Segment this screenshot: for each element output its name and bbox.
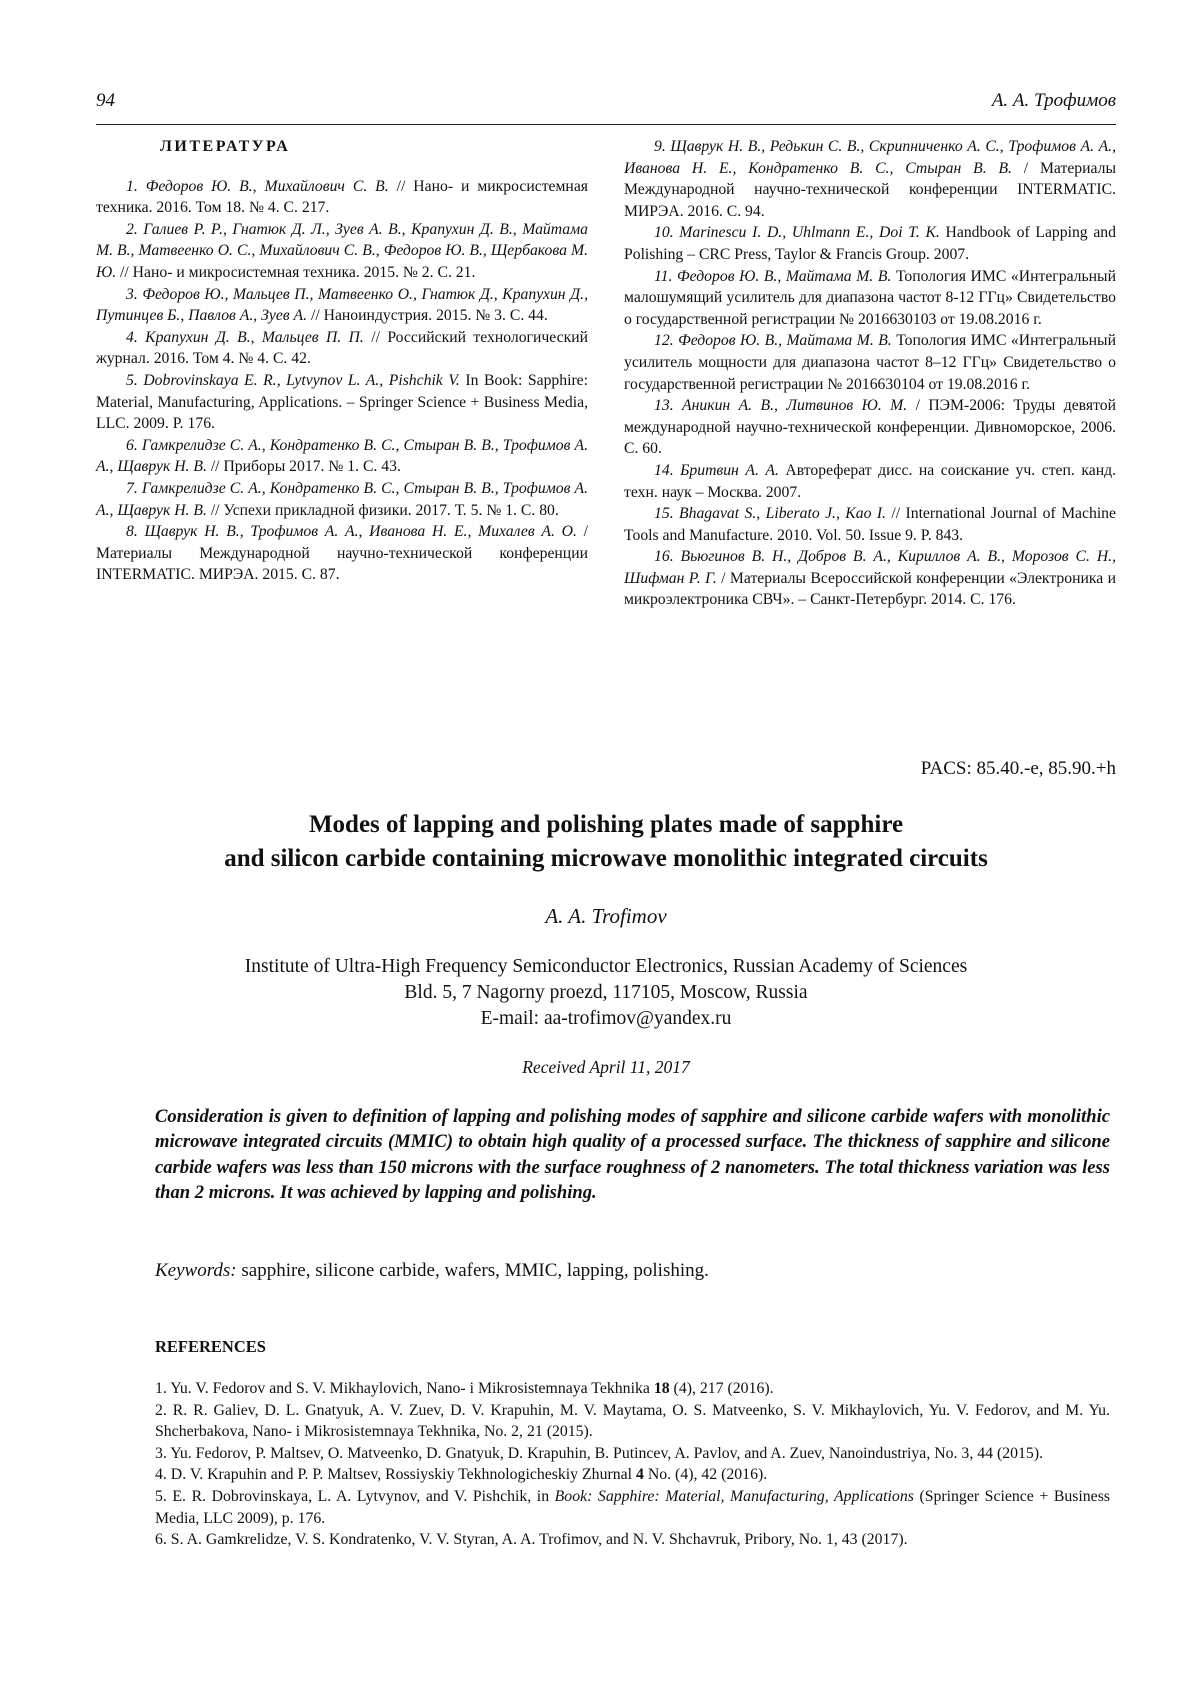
literature-item [96,521,588,586]
literature-item [96,327,588,370]
ref-text: (4), 217 (2016). [669,1380,774,1397]
literature-item [624,330,1116,395]
ref-source: / Материалы Всероссийской конференции «Электроника и микроэлектроника СВЧ». – Санкт-Петербург. 2014. С. 176. [624,569,1116,609]
literature-item [96,370,588,435]
ref-authors: 15. Bhagavat S., Liberato J., Kao I. [654,505,886,523]
keywords-label: Keywords: [155,1260,237,1281]
literature-right-column [624,136,1116,611]
ref-authors: 8. Щаврук Н. В., Трофимов А. А., Иванова Н. Е., Михалев А. О. [126,523,577,541]
ref-volume: 4 [636,1466,644,1484]
literature-item [624,395,1116,460]
affiliation [96,954,1116,1032]
ref-authors: 5. Dobrovinskaya E. R., Lytvynov L. A., Pishchik V. [126,371,460,389]
ref-source: Топология ИМС «Интегральный усилитель мощности для диапазона частот 8–12 ГГц» Свидетельство о государственной регистрации № 2016630104 от 19.08.2016 г. [624,332,1116,393]
ref-authors: 10. Marinescu I. D., Uhlmann E., Doi T. K. [654,224,940,242]
ref-authors: 14. Бритвин А. А. [654,461,779,479]
ref-authors: 2. Галиев Р. Р., Гнатюк Д. Л., Зуев А. В., Крапухин Д. В., Майтама М. В., Матвеенко О. С., Михайлович С. В., Федоров Ю. В., Щербакова М. Ю. [96,220,588,281]
ref-text: 5. E. R. Dobrovinskaya, L. A. Lytvynov, and V. Pishchik, in [155,1487,555,1505]
ref-text: (Springer Science + Business Media, LLC 2009), p. 176. [155,1487,1110,1527]
ref-source: In Book: Sapphire: Material, Manufacturing, Applications. – Springer Science + Business Media, LLC. 2009. P. 176. [96,371,589,433]
keywords [155,1260,1110,1282]
title-line: and silicon carbide containing microwave monolithic integrated circuits [224,845,988,872]
ref-source: Автореферат дисс. на соискание уч. степ. канд. техн. наук – Москва. 2007. [624,461,1116,501]
ref-text: 4. D. V. Krapuhin and P. P. Maltsev, Rossiyskiy Tekhnologicheskiy Zhurnal [155,1466,636,1484]
reference-item [155,1486,1110,1529]
literature-item [624,222,1116,265]
pacs-codes: PACS: 85.40.-e, 85.90.+h [920,758,1116,779]
running-author: А. А. Трофимов [991,90,1116,111]
reference-item [155,1378,1110,1400]
keywords-text: sapphire, silicone carbide, wafers, MMIC, lapping, polishing. [236,1260,709,1281]
affiliation-institute: Institute of Ultra-High Frequency Semiconductor Electronics, Russian Academy of Sciences [244,956,968,977]
literature-item [624,546,1116,611]
ref-authors: 7. Гамкрелидзе С. А., Кондратенко В. С., Стыран В. В., Трофимов А. А., Щаврук Н. В. [96,479,588,519]
received-date: Received April 11, 2017 [522,1057,690,1077]
ref-source: Handbook of Lapping and Polishing – CRC Press, Taylor & Francis Group. 2007. [624,224,1116,263]
header-rule [96,124,1116,125]
ref-source: // Нано- и микросистемная техника. 2016. Том 18. № 4. С. 217. [96,177,589,217]
affiliation-email: E-mail: aa-trofimov@yandex.ru [480,1008,732,1029]
reference-item: 2. R. R. Galiev, D. L. Gnatyuk, A. V. Zuev, D. V. Krapuhin, M. V. Maytama, O. S. Matveenko, S. V. Mikhaylovich, Yu. V. Fedorov, and M. Yu. Shcherbakova, Nano- i Mikrosistemnaya Tekhnika, No. 2, 21 (2015). [155,1401,1110,1441]
ref-source: // Нано- и микросистемная техника. 2015. № 2. С. 21. [116,263,476,281]
literature-item [624,460,1116,503]
abstract: Consideration is given to definition of lapping and polishing modes of sapphire and silicone carbide wafers with monolithic microwave integrated circuits (MMIC) to obtain high quality of a processed surface. The thickness of sapphire and silicone carbide wafers was less than 150 microns with the surface roughness of 2 nanometers. The total thickness variation was less than 2 microns. It was achieved by lapping and polishing. [155,1106,1110,1204]
ref-source: / Материалы Международной научно-технической конференции INTERMATIC. МИРЭА. 2016. С. 94. [624,159,1117,220]
ref-source: // International Journal of Machine Tools and Manufacture. 2010. Vol. 50. Issue 9. P. 843. [624,505,1116,544]
literature-item [96,478,588,521]
literature-item [624,503,1116,546]
ref-authors: 4. Крапухин Д. В., Мальцев П. П. [126,328,364,346]
literature-item [96,219,588,284]
ref-text: 1. Yu. V. Fedorov and S. V. Mikhaylovich, Nano- i Mikrosistemnaya Tekhnika [155,1380,654,1397]
reference-item [155,1464,1110,1486]
references-list [155,1378,1110,1551]
ref-authors: 13. Аникин А. В., Литвинов Ю. М. [654,397,908,415]
reference-item: 6. S. A. Gamkrelidze, V. S. Kondratenko, V. V. Styran, A. A. Trofimov, and N. V. Shchavruk, Pribory, No. 1, 43 (2017). [155,1531,908,1549]
ref-authors: 11. Федоров Ю. В., Майтама М. В. [654,267,892,285]
article-author: A. A. Trofimov [545,904,667,928]
reference-item: 3. Yu. Fedorov, P. Maltsev, O. Matveenko, D. Gnatyuk, D. Krapuhin, B. Putincev, A. Pavlov, and A. Zuev, Nanoindustriya, No. 3, 44 (2015). [155,1444,1044,1462]
literature-heading: ЛИТЕРАТУРА [160,138,291,155]
literature-item [96,284,588,327]
literature-item [96,435,588,478]
ref-source: // Наноиндустрия. 2015. № 3. С. 44. [307,307,548,325]
ref-authors: 3. Федоров Ю., Мальцев П., Матвеенко О., Гнатюк Д., Крапухин Д., Путинцев Б., Павлов А., Зуев А. [96,285,588,325]
literature-item [96,176,588,219]
ref-authors: 16. Вьюгинов В. Н., Добров В. А., Кириллов А. В., Морозов С. Н., Шифман Р. Г. [624,548,1116,587]
ref-source: // Успехи прикладной физики. 2017. Т. 5. № 1. С. 80. [206,501,559,519]
ref-source: // Российский технологический журнал. 2016. Том 4. № 4. С. 42. [96,328,588,368]
running-header [96,90,1116,112]
ref-source: Топология ИМС «Интегральный малошумящий усилитель для диапазона частот 8-12 ГГц» Свидетельство о государственной регистрации № 2016630103 от 19.08.2016 г. [624,267,1116,328]
article-title [96,808,1116,876]
literature-item [624,266,1116,331]
ref-authors: 9. Щаврук Н. В., Редькин С. В., Скрипниченко А. С., Трофимов А. А., Иванова Н. Е., Кондратенко В. С., Стыран В. В. [624,138,1116,177]
literature-left-column [96,136,588,586]
affiliation-address: Bld. 5, 7 Nagorny proezd, 117105, Moscow, Russia [404,982,808,1003]
title-line: Modes of lapping and polishing plates made of sapphire [308,811,904,838]
ref-authors: 1. Федоров Ю. В., Михайлович С. В. [126,177,389,195]
ref-authors: 12. Федоров Ю. В., Майтама М. В. [654,332,892,350]
ref-book-title: Book: Sapphire: Material, Manufacturing, Applications [554,1487,914,1505]
ref-volume: 18 [653,1380,670,1397]
references-heading: REFERENCES [155,1337,266,1356]
page-number: 94 [96,90,115,111]
ref-source: / Материалы Международной научно-технической конференции INTERMATIC. МИРЭА. 2015. С. 87. [96,523,588,584]
ref-text: No. (4), 42 (2016). [643,1466,768,1484]
ref-source: // Приборы 2017. № 1. С. 43. [206,458,401,476]
ref-source: / ПЭМ-2006: Труды девятой международной научно-технической конференции. Дивноморское, 2006. С. 60. [624,397,1116,458]
literature-item [624,136,1116,222]
ref-authors: 6. Гамкрелидзе С. А., Кондратенко В. С., Стыран В. В., Трофимов А. А., Щаврук Н. В. [96,436,588,476]
